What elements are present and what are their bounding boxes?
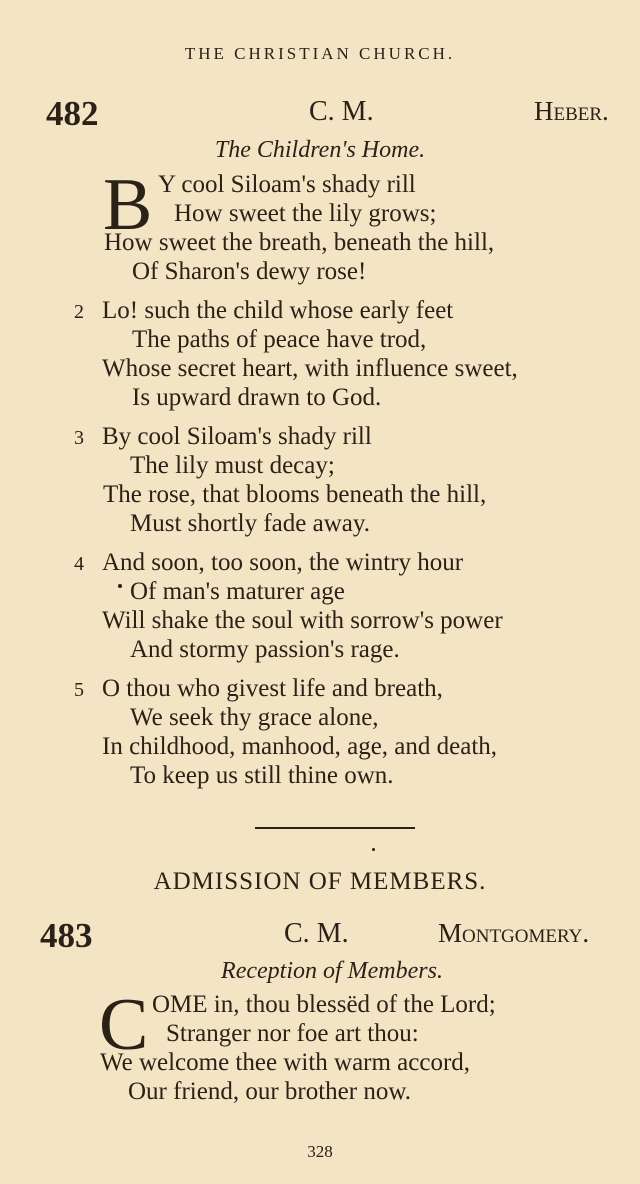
meter: C. M. xyxy=(309,96,374,127)
meter: C. M. xyxy=(284,918,349,949)
verse-line: Our friend, our brother now. xyxy=(128,1078,412,1105)
verse-line: By cool Siloam's shady rill xyxy=(102,423,372,450)
hymn-number: 482 xyxy=(46,94,99,133)
verse-line: The paths of peace have trod, xyxy=(132,326,427,353)
verse-line: How sweet the breath, beneath the hill, xyxy=(104,229,495,256)
verse-line: To keep us still thine own. xyxy=(130,762,394,789)
verse-line: How sweet the lily grows; xyxy=(174,200,437,227)
section-heading: ADMISSION OF MEMBERS. xyxy=(153,868,487,895)
stanza-number: 4 xyxy=(74,553,84,575)
running-head: THE CHRISTIAN CHURCH. xyxy=(184,44,456,63)
verse-line: O thou who givest life and breath, xyxy=(102,675,443,702)
hymn-title: Reception of Members. xyxy=(221,958,443,984)
verse-line: In childhood, manhood, age, and death, xyxy=(102,733,498,760)
stanza-number: 5 xyxy=(74,679,84,701)
stray-dot xyxy=(118,584,122,588)
verse-line: We welcome thee with warm accord, xyxy=(100,1049,471,1076)
verse-line: Must shortly fade away. xyxy=(130,510,370,537)
verse-line: Will shake the soul with sorrow's power xyxy=(102,607,503,634)
verse-line: Stranger nor foe art thou: xyxy=(166,1020,419,1047)
hymn-number: 483 xyxy=(40,916,93,955)
verse-line: And soon, too soon, the wintry hour xyxy=(102,549,464,576)
verse-line: OME in, thou blessëd of the Lord; xyxy=(152,991,496,1018)
verse-line: The rose, that blooms beneath the hill, xyxy=(103,481,487,508)
verse-line: We seek thy grace alone, xyxy=(130,704,379,731)
stray-dot xyxy=(372,848,375,851)
verse-line: Whose secret heart, with influence sweet, xyxy=(102,355,518,382)
page-number: 328 xyxy=(307,1142,333,1161)
author: Montgomery. xyxy=(438,918,590,948)
verse-line: Y cool Siloam's shady rill xyxy=(158,171,416,198)
section-divider xyxy=(255,827,415,829)
verse-line: Of man's maturer age xyxy=(130,578,345,605)
verse-line: Is upward drawn to God. xyxy=(132,384,382,411)
stanza-number: 3 xyxy=(74,427,84,449)
verse-line: Of Sharon's dewy rose! xyxy=(132,258,367,285)
stanza-number: 2 xyxy=(74,301,84,323)
author: Heber. xyxy=(534,96,609,126)
verse-line: The lily must decay; xyxy=(130,452,335,479)
verse-line: Lo! such the child whose early feet xyxy=(102,297,454,324)
verse-line: And stormy passion's rage. xyxy=(130,636,400,663)
drop-cap: B xyxy=(103,164,153,246)
drop-cap: C xyxy=(99,984,149,1066)
hymn-title: The Children's Home. xyxy=(214,137,426,163)
